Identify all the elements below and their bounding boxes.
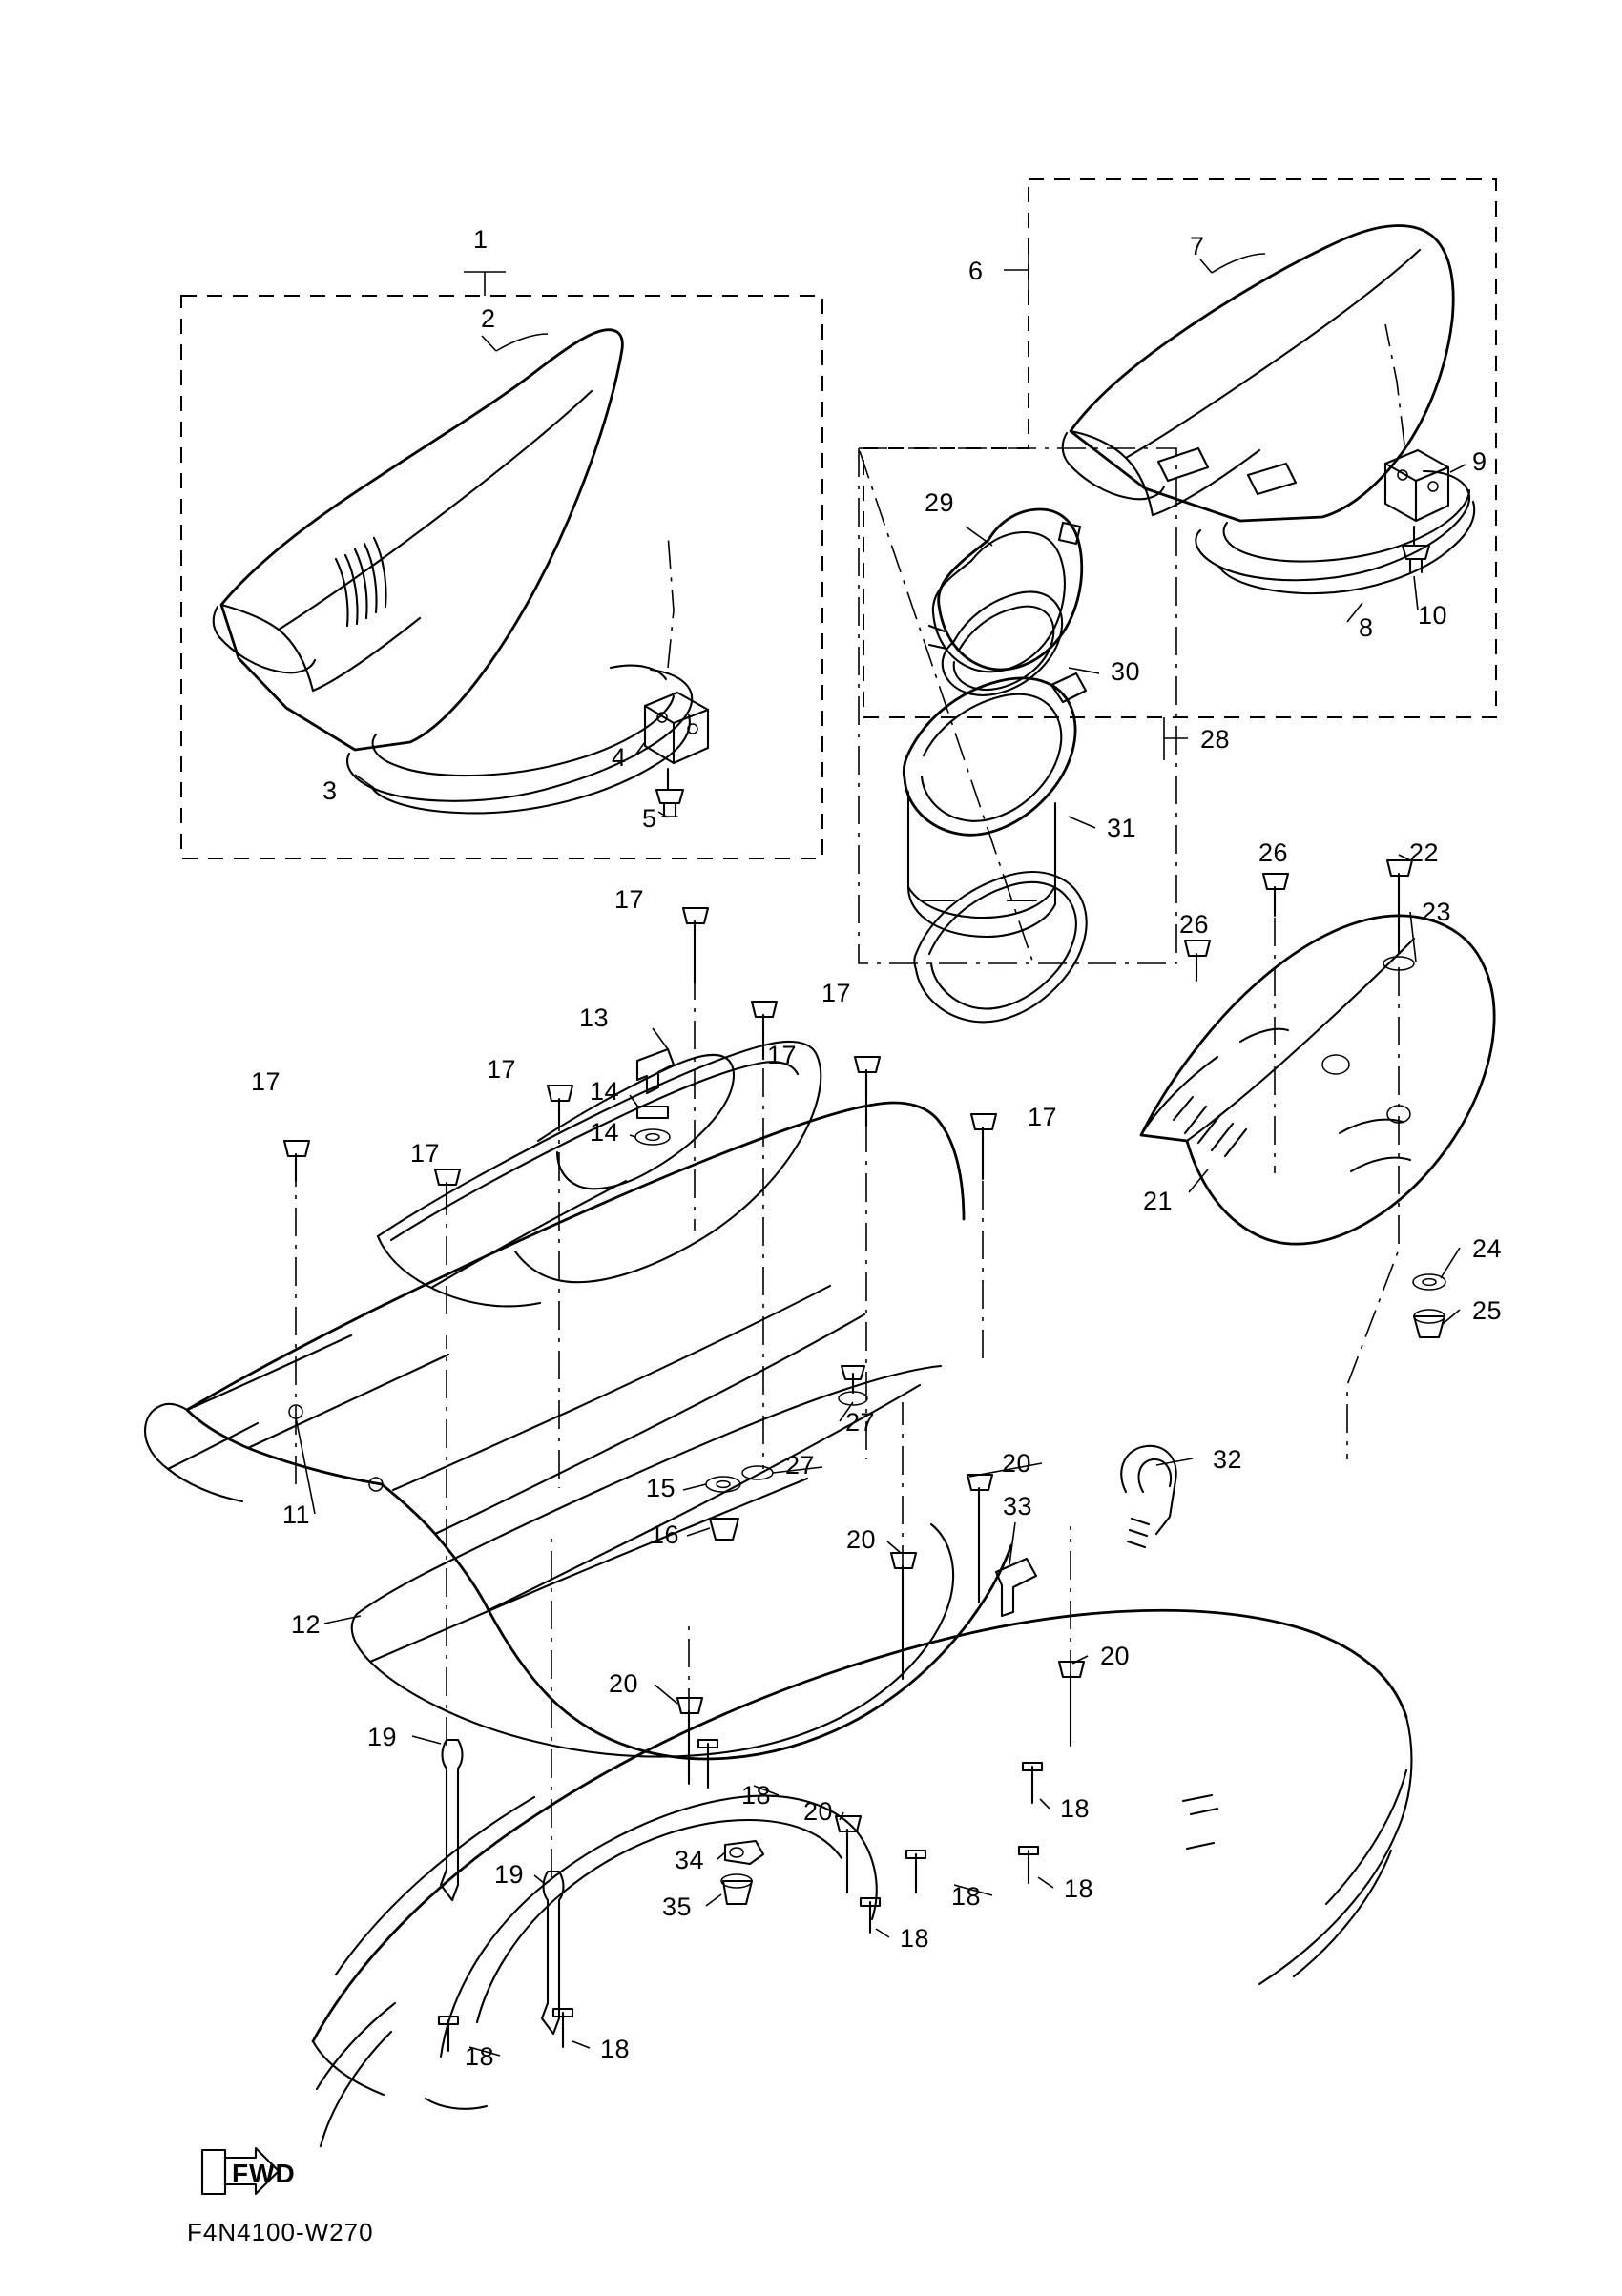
- callout-34: 34: [675, 1846, 705, 1874]
- callout-2: 2: [481, 304, 496, 333]
- callout-17e: 17: [410, 1139, 441, 1168]
- callout-18d: 18: [1064, 1874, 1094, 1903]
- callout-31: 31: [1107, 814, 1137, 842]
- hull-deck: [313, 1335, 1411, 2146]
- callout-27a: 27: [845, 1408, 876, 1437]
- fwd-label: FWD: [232, 2159, 296, 2188]
- part-code-label: F4N4100-W270: [187, 2218, 374, 2246]
- callout-4: 4: [612, 743, 627, 772]
- tray-assembly: [1141, 855, 1494, 1459]
- front-seat-assembly: [214, 330, 708, 817]
- rear-seat-assembly: [1063, 226, 1474, 623]
- callout-26a: 26: [1258, 838, 1289, 867]
- callout-28: 28: [1200, 725, 1231, 754]
- callout-20b: 20: [846, 1525, 877, 1554]
- callout-14b: 14: [590, 1118, 620, 1147]
- callout-24: 24: [1472, 1234, 1503, 1263]
- callout-17g: 17: [1028, 1103, 1058, 1131]
- callout-23: 23: [1422, 898, 1452, 926]
- callout-25: 25: [1472, 1296, 1503, 1325]
- callout-10: 10: [1418, 601, 1448, 630]
- callout-14a: 14: [590, 1077, 620, 1106]
- callout-18f: 18: [465, 2042, 495, 2071]
- callout-7: 7: [1190, 232, 1205, 260]
- callout-18g: 18: [600, 2035, 631, 2063]
- callout-8: 8: [1359, 613, 1374, 642]
- callout-18b: 18: [951, 1882, 982, 1911]
- callout-16: 16: [650, 1520, 680, 1549]
- callout-17b: 17: [821, 979, 852, 1007]
- callout-20d: 20: [1100, 1642, 1131, 1670]
- callout-17d: 17: [251, 1067, 281, 1096]
- callout-18c: 18: [1060, 1794, 1091, 1823]
- callout-3: 3: [322, 776, 338, 805]
- callout-9: 9: [1472, 447, 1487, 476]
- callout-1: 1: [473, 225, 489, 254]
- callout-32: 32: [1213, 1445, 1243, 1474]
- callout-30: 30: [1111, 657, 1141, 686]
- callout-26b: 26: [1179, 910, 1210, 939]
- callout-11: 11: [282, 1500, 311, 1529]
- callout-18a: 18: [741, 1781, 772, 1810]
- callout-35: 35: [662, 1893, 693, 1921]
- callout-33: 33: [1003, 1492, 1033, 1520]
- callout-17f: 17: [767, 1041, 798, 1069]
- callout-5: 5: [642, 804, 657, 833]
- callout-6: 6: [968, 257, 984, 285]
- callout-20e: 20: [803, 1797, 834, 1826]
- callout-13: 13: [579, 1003, 610, 1032]
- callout-12: 12: [291, 1610, 322, 1639]
- callout-15: 15: [646, 1474, 676, 1502]
- callout-21: 21: [1143, 1187, 1174, 1215]
- callout-22: 22: [1409, 838, 1440, 867]
- locker-lid-assembly: [145, 908, 1011, 1759]
- callout-29: 29: [925, 488, 955, 517]
- group-1-boundary: [181, 272, 822, 858]
- callout-18e: 18: [900, 1924, 930, 1953]
- callout-20a: 20: [609, 1669, 639, 1698]
- storage-box-assembly: [904, 509, 1099, 1022]
- callout-27b: 27: [785, 1451, 816, 1479]
- callout-17c: 17: [487, 1055, 517, 1084]
- callout-20c: 20: [1002, 1449, 1032, 1478]
- callout-19a: 19: [367, 1723, 398, 1751]
- callout-19b: 19: [494, 1860, 525, 1889]
- callout-17a: 17: [614, 885, 645, 914]
